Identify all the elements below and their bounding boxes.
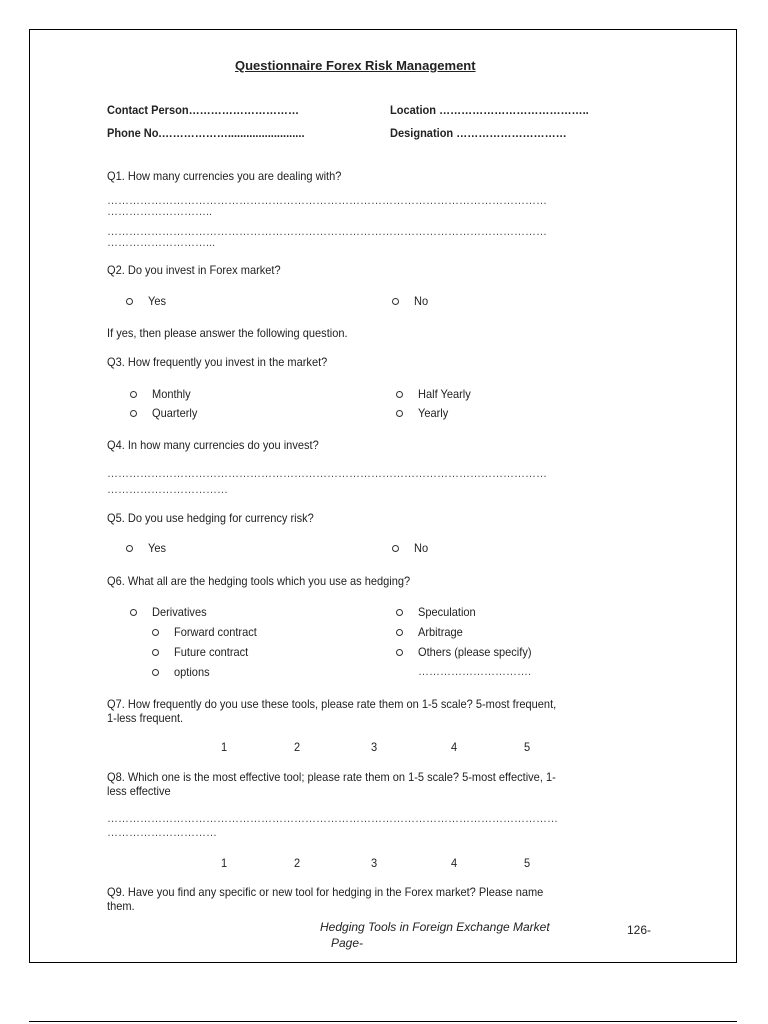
bottom-divider: [29, 1021, 737, 1022]
circle-bullet-icon: [392, 298, 399, 305]
q8-scale-value: 2: [294, 856, 301, 870]
q7-scale-value: 4: [451, 740, 458, 754]
circle-bullet-icon: [126, 545, 133, 552]
q3-option-yearly: Yearly: [418, 406, 449, 420]
circle-bullet-icon: [396, 410, 403, 417]
q6-option-forward: Forward contract: [174, 625, 257, 639]
circle-bullet-icon: [152, 629, 159, 636]
q9-text: Q9. Have you find any specific or new tool for hedging in the Forex market? Please name: [107, 885, 544, 899]
circle-bullet-icon: [396, 629, 403, 636]
q7-text: Q7. How frequently do you use these tools, please rate them on 1-5 scale? 5-most frequent,: [107, 697, 557, 711]
document-page: [29, 29, 737, 963]
circle-bullet-icon: [130, 609, 137, 616]
q2-option-yes: Yes: [148, 294, 167, 308]
q1-text: Q1. How many currencies you are dealing with?: [107, 169, 342, 183]
q8-scale-value: 4: [451, 856, 458, 870]
q4-answer-line: …………………………………………………………………………………………………………: [107, 468, 547, 480]
q7-scale-value: 5: [524, 740, 531, 754]
location-field: Location …………………………………..: [390, 103, 589, 117]
page-title: Questionnaire Forex Risk Management: [235, 58, 476, 73]
q1-answer-line: ………………………..: [107, 206, 213, 218]
circle-bullet-icon: [130, 391, 137, 398]
contact-person-field: Contact Person…………………………: [107, 103, 299, 117]
q3-option-half-yearly: Half Yearly: [418, 387, 471, 401]
q6-option-others: Others (please specify): [418, 645, 532, 659]
circle-bullet-icon: [396, 649, 403, 656]
q8-text-continued: less effective: [107, 784, 171, 798]
footer-page-label: Page-: [331, 936, 364, 950]
q4-text: Q4. In how many currencies do you invest?: [107, 438, 319, 452]
circle-bullet-icon: [152, 649, 159, 656]
q6-option-speculation: Speculation: [418, 605, 476, 619]
q8-answer-line: …………………………: [107, 827, 217, 839]
q8-scale-value: 5: [524, 856, 531, 870]
q6-option-arbitrage: Arbitrage: [418, 625, 463, 639]
circle-bullet-icon: [130, 410, 137, 417]
q1-answer-line: …………………………………………………………………………………………………………: [107, 226, 547, 238]
q6-option-derivatives: Derivatives: [152, 605, 207, 619]
footer-title: Hedging Tools in Foreign Exchange Market: [320, 920, 550, 934]
q2-followup: If yes, then please answer the following question.: [107, 326, 348, 340]
phone-field: Phone No.……………….........................: [107, 126, 305, 140]
q6-option-options: options: [174, 665, 210, 679]
circle-bullet-icon: [396, 391, 403, 398]
designation-field: Designation …………………………: [390, 126, 567, 140]
q6-text: Q6. What all are the hedging tools which you use as hedging?: [107, 574, 411, 588]
q2-text: Q2. Do you invest in Forex market?: [107, 263, 281, 277]
q5-text: Q5. Do you use hedging for currency risk?: [107, 511, 314, 525]
q7-scale-value: 1: [221, 740, 228, 754]
q9-text-continued: them.: [107, 899, 135, 913]
q8-text: Q8. Which one is the most effective tool; please rate them on 1-5 scale? 5-most effective, 1-: [107, 770, 556, 784]
q1-answer-line: …………………………………………………………………………………………………………: [107, 195, 547, 207]
q1-answer-line: ………………………...: [107, 237, 216, 249]
q3-option-monthly: Monthly: [152, 387, 191, 401]
circle-bullet-icon: [396, 609, 403, 616]
circle-bullet-icon: [392, 545, 399, 552]
q8-scale-value: 1: [221, 856, 228, 870]
circle-bullet-icon: [152, 669, 159, 676]
q5-option-no: No: [414, 541, 429, 555]
q5-option-yes: Yes: [148, 541, 167, 555]
q3-text: Q3. How frequently you invest in the market?: [107, 355, 328, 369]
q6-others-line: ………………………….: [418, 666, 532, 678]
q7-text-continued: 1-less frequent.: [107, 711, 184, 725]
q2-option-no: No: [414, 294, 429, 308]
q8-answer-line: ……………………………………………………………………………………………………………: [107, 813, 558, 825]
footer-page-number: 126-: [627, 923, 652, 937]
q4-answer-line: ……………………………: [107, 484, 228, 496]
q7-scale-value: 3: [371, 740, 378, 754]
q3-option-quarterly: Quarterly: [152, 406, 198, 420]
q8-scale-value: 3: [371, 856, 378, 870]
circle-bullet-icon: [126, 298, 133, 305]
q7-scale-value: 2: [294, 740, 301, 754]
q6-option-future: Future contract: [174, 645, 249, 659]
